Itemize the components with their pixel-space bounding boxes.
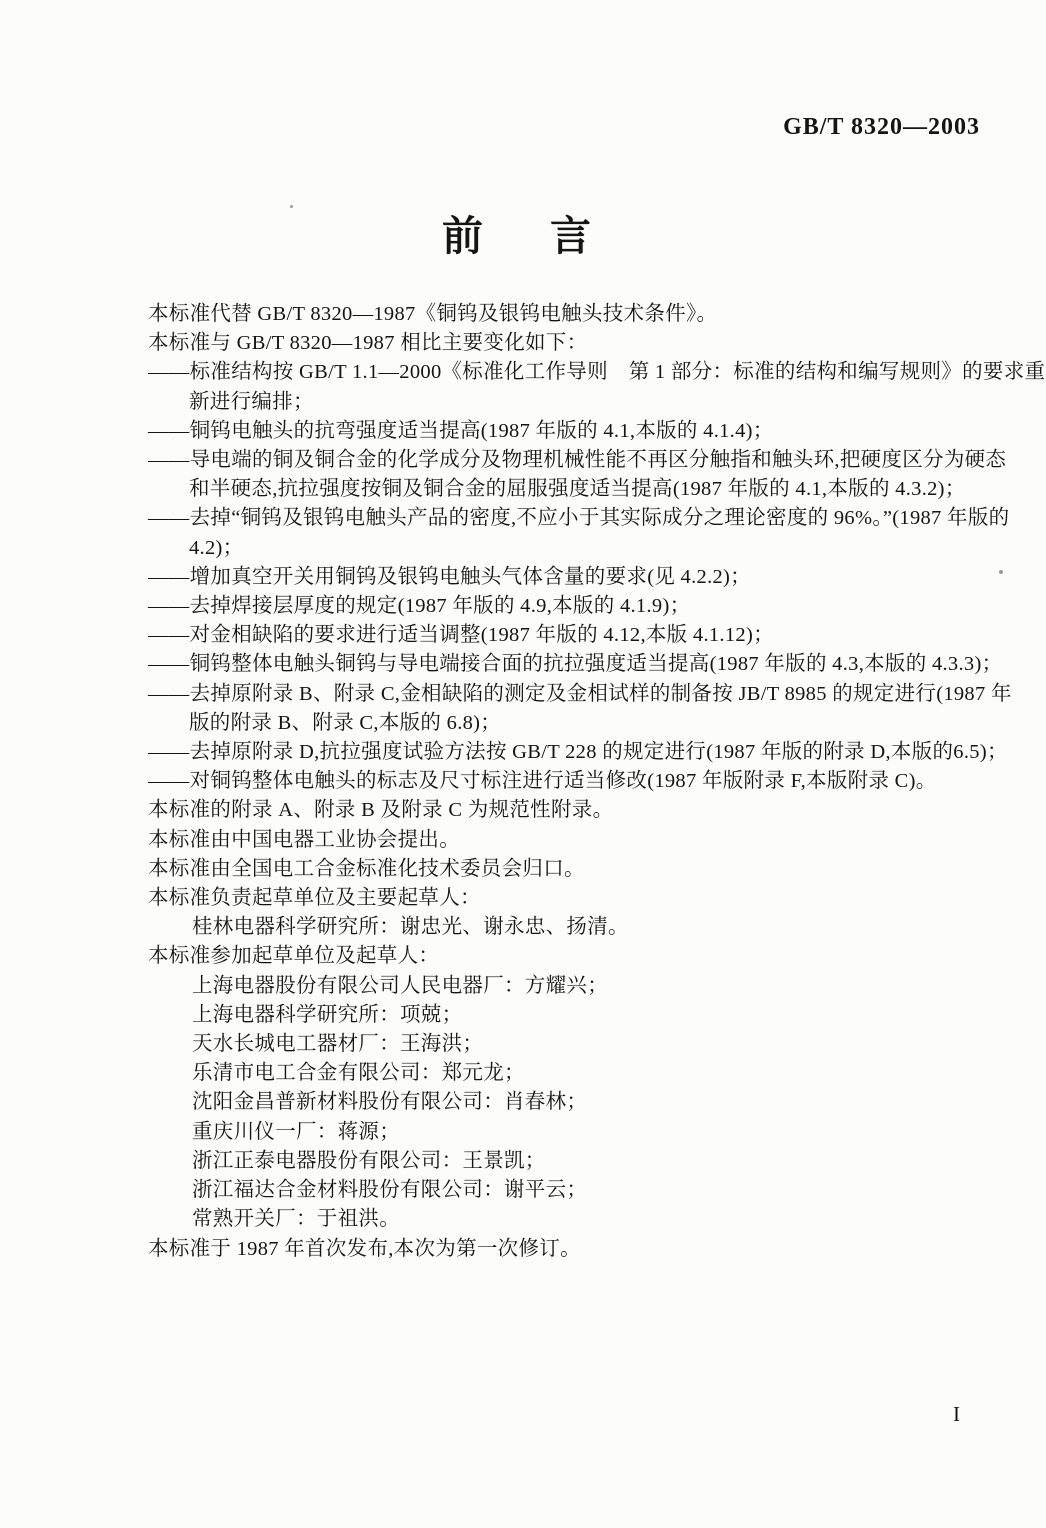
- change-item-cont: 新进行编排；: [189, 390, 314, 413]
- drafting-unit-item: 重庆川仪一厂：蒋源；: [192, 1120, 400, 1143]
- foreword-paragraph: 本标准的附录 A、附录 B 及附录 C 为规范性附录。: [148, 799, 614, 822]
- change-item: ——去掉原附录 D,抗拉强度试验方法按 GB/T 228 的规定进行(1987 年版的附录 D,本版的6.5)；: [148, 741, 1008, 764]
- drafting-unit-item: 上海电器股份有限公司人民电器厂：方耀兴；: [192, 974, 608, 997]
- page-title: 前 言: [442, 213, 604, 259]
- drafting-unit-item: 浙江正泰电器股份有限公司：王景凯；: [192, 1149, 546, 1172]
- foreword-paragraph: 本标准与 GB/T 8320—1987 相比主要变化如下：: [148, 332, 588, 355]
- change-item: ——去掉焊接层厚度的规定(1987 年版的 4.9,本版的 4.1.9)；: [148, 595, 691, 618]
- drafting-unit-item: 上海电器科学研究所：项兢；: [192, 1003, 463, 1026]
- drafting-unit-item: 常熟开关厂：于祖洪。: [192, 1208, 400, 1231]
- change-item: ——标准结构按 GB/T 1.1—2000《标准化工作导则 第 1 部分：标准的结构和编写规则》的要求重: [148, 361, 1046, 384]
- change-item-cont: 和半硬态,抗拉强度按铜及铜合金的屈服强度适当提高(1987 年版的 4.1,本版的 4.3.2)；: [189, 478, 966, 501]
- foreword-paragraph: 本标准参加起草单位及起草人：: [148, 945, 440, 968]
- foreword-paragraph: 本标准负责起草单位及主要起草人：: [148, 887, 481, 910]
- drafting-unit-item: 桂林电器科学研究所：谢忠光、谢永忠、扬清。: [192, 916, 629, 939]
- scan-speck: [999, 570, 1003, 574]
- foreword-paragraph: 本标准代替 GB/T 8320—1987《铜钨及银钨电触头技术条件》。: [148, 303, 718, 325]
- standard-code: GB/T 8320—2003: [783, 114, 980, 140]
- page-number: I: [953, 1402, 960, 1426]
- change-item: ——导电端的铜及铜合金的化学成分及物理机械性能不再区分触指和触头环,把硬度区分为硬态: [148, 449, 1007, 472]
- foreword-paragraph: 本标准由全国电工合金标准化技术委员会归口。: [148, 857, 585, 880]
- change-item: ——对金相缺陷的要求进行适当调整(1987 年版的 4.12,本版 4.1.12)；: [148, 624, 774, 647]
- change-item-cont: 4.2)；: [189, 536, 244, 559]
- change-item: ——铜钨电触头的抗弯强度适当提高(1987 年版的 4.1,本版的 4.1.4)；: [148, 419, 774, 442]
- change-item-cont: 版的附录 B、附录 C,本版的 6.8)；: [189, 711, 502, 734]
- scan-speck: [290, 205, 293, 208]
- drafting-unit-item: 乐清市电工合金有限公司：郑元龙；: [192, 1062, 525, 1085]
- drafting-unit-item: 浙江福达合金材料股份有限公司：谢平云；: [192, 1179, 588, 1202]
- change-item: ——去掉原附录 B、附录 C,金相缺陷的测定及金相试样的制备按 JB/T 8985 的规定进行(1987 年: [148, 682, 1012, 705]
- change-item: ——对铜钨整体电触头的标志及尺寸标注进行适当修改(1987 年版附录 F,本版附录 C)。: [148, 770, 937, 793]
- foreword-paragraph: 本标准于 1987 年首次发布,本次为第一次修订。: [148, 1237, 581, 1260]
- foreword-body: [148, 300, 1046, 1264]
- drafting-unit-item: 天水长城电工器材厂：王海洪；: [192, 1033, 484, 1056]
- drafting-unit-item: 沈阳金昌普新材料股份有限公司：肖春林；: [192, 1091, 588, 1114]
- change-item: ——铜钨整体电触头铜钨与导电端接合面的抗拉强度适当提高(1987 年版的 4.3,本版的 4.3.3)；: [148, 653, 1003, 676]
- change-item: ——增加真空开关用铜钨及银钨电触头气体含量的要求(见 4.2.2)；: [148, 565, 751, 588]
- foreword-paragraph: 本标准由中国电器工业协会提出。: [148, 828, 460, 851]
- change-item: ——去掉“铜钨及银钨电触头产品的密度,不应小于其实际成分之理论密度的 96%。”(1987 年版的: [148, 507, 1010, 530]
